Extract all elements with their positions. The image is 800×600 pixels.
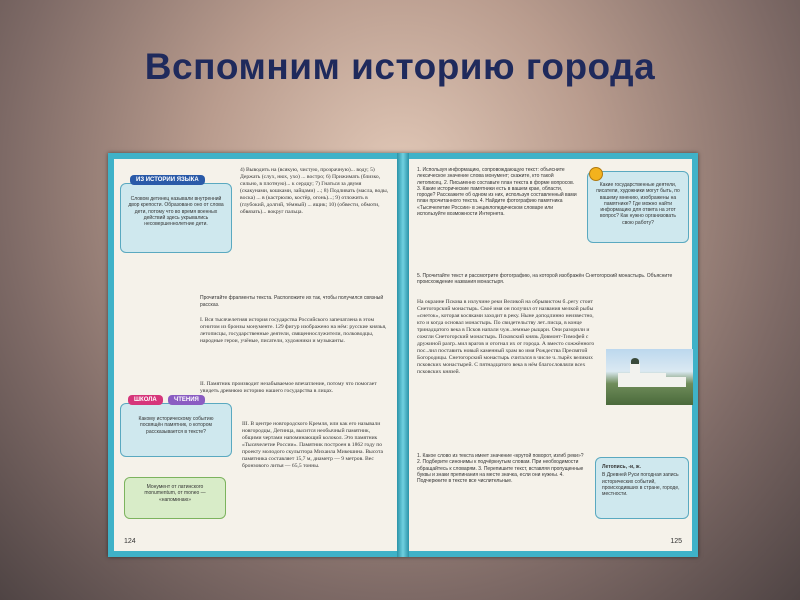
smiley-icon: [589, 167, 603, 181]
left-top-text: 4) Выводить на (всякую, чистую, прозрачную)... воду; 5) Держать (слух, нюх, ухо) ... востро; 6) Прижимать (близко, сильно, в плотную)... к сердцу; 7) Гнаться за двумя (скакунами, кошками, зайцами) ...; 8) Подливать (масла, воды, воска) ... в (кастрюлю, костёр, огонь)...; 9) отложить в (глубокий, долгий, тёмный) ... ящик; 10) (обвести, обмоти, обвязать)... вокруг пальца.: [240, 167, 389, 215]
book-gutter: [397, 153, 409, 557]
left-main-text-3: III. В центре новгородского Кремля, или как его называли новгородцы, Детинца, высится необычный памятник, общими чертами напоминающий колокол. Это памятник «Тысячелетие России». Памятник построен в 1862 году по проекту молодого скульптора Михаила Микешина. Высота памятника составляет 15,7 м, диаметр — 9 метров. Вес бронзового литья — 65,5 тонны.: [242, 421, 384, 469]
right-bottom-tasks: 1. Какое слово из текста имеет значение «крутой поворот, изгиб реки»? 2. Подберите синонимы к подчёркнутым словам. При необходимости обращайтесь к словарям. 3. Перепишите текст, вставляя пропущенные буквы и знаки препинания на месте значка, если они нужны. 4. Подчеркните в тексте все числительные.: [417, 453, 584, 485]
chronicle-definition-label: Летопись, -и, ж.: [602, 464, 641, 470]
history-tag: ИЗ ИСТОРИИ ЯЗЫКА: [130, 175, 205, 185]
school-box-text: Какому историческому событию посвящён памятник, о котором рассказывается в тексте?: [138, 416, 214, 435]
school-tag: ШКОЛА: [128, 395, 163, 405]
left-page: [114, 159, 397, 551]
question-box-text: Какие государственные деятели, писатели, художники могут быть, по вашему мнению, изображены на памятнике? Где можно найти информацию для ответа на этот вопрос? Как нужно организовать свою работу?: [596, 182, 680, 226]
textbook-spread: [108, 153, 698, 557]
monument-definition-box: [124, 477, 226, 519]
chronicle-definition-text: В Древней Руси погодная запись исторических событий, происходивших в стране, городе, местности.: [602, 472, 680, 498]
right-main-text: На окраине Пскова в излучине реки Великой на обрывистом б..регу стоит Снетогорский монастырь. Своё имя он получил от названия мелкой рыбы «снеток», которая косяками заходит в реку. Ныне доподлинно неизвестно, кто и когда основал монастырь. По свидетельству лет..писца, в конце тринадцатого века в Псков напали чуж..земные рыцари. Они разорили и сожгли Снетогорский монастырь. Псковский князь Довмонт-Тимофей с дружиной разгр..мил врагов и отогнал их от города. А вместо сожжённого пос..лил поставить новый каменный храм во имя Рождества Пресвятой Богородицы. Снетогорский монастырь считался в числе ч..тырёх великих псковских монастырей. С пятнадцатого века в нём благословляли всех псковских князей.: [417, 299, 595, 375]
history-box-text: Словом детинец называли внутренний двор крепости. Образовано оно от слова дети, потому что во время военных действий здесь укрывались несовершеннолетние дети.: [128, 196, 224, 228]
monument-definition-text: Монумент от латинского monumentum, от moneo — «напоминаю»: [144, 484, 206, 503]
left-main-text-2: II. Памятник производит незабываемое впечатление, потому что помогает увидеть древнюю историю нашего государства в лицах.: [200, 381, 377, 394]
left-page-number: 124: [124, 538, 136, 545]
monastery-dome: [631, 358, 639, 364]
right-page-number: 125: [670, 538, 682, 545]
right-top-tasks: 1. Используя информацию, сопровождающую текст: объясните лексическое значение слова монумент; скажите, кто такой летописец. 2. Письменно составьте план текста в форме вопросов. 3. Какие исторические памятники есть в вашем крае, области, городе? Расскажите об одном из них, используя составленный вами план прочитанного текста. 4. Найдите фотографию памятника «Тысячелетие России» в энциклопедическом словаре или используйте возможности Интернета.: [417, 167, 577, 218]
monastery-tower: [630, 363, 640, 375]
slide-title: Вспомним историю города: [144, 46, 656, 87]
school-box: [120, 403, 232, 457]
monastery-side-building: [666, 377, 686, 387]
left-main-text-1: I. Вся тысячелетняя история государства Российского запечатлена в этом огнитом из бронзы монументе. 129 фигур изображено на нём: русские князья, летописцы, государственные деятели, священнослужители, полководцы, народные герои, учёные, писатели, художники и музыканты.: [200, 317, 387, 344]
history-box: [120, 183, 232, 253]
right-task-5: 5. Прочитайте текст и рассмотрите фотографию, на которой изображён Снетогорский монастырь. Объясните происхождение названия монастыря.: [417, 273, 673, 286]
question-box: [587, 171, 689, 243]
chronicle-definition-box: [595, 457, 689, 519]
monastery-building: [618, 373, 666, 387]
monastery-photo: [606, 349, 693, 405]
left-task-text: Прочитайте фрагменты текста. Расположите их так, чтобы получился связный рассказ.: [200, 295, 384, 308]
reading-tag: ЧТЕНИЯ: [168, 395, 205, 405]
